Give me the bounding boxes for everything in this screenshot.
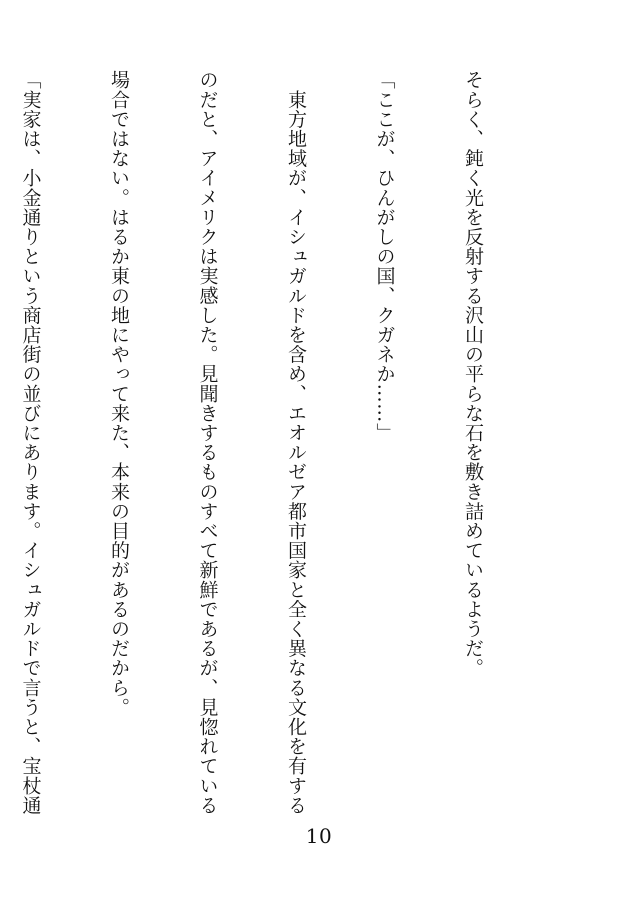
page-number: 10 <box>305 824 333 848</box>
text-line: 東方地域が、イシュガルドを含め、エオルゼア都市国家と全く異なる文化を有する <box>285 70 307 815</box>
text-line: 「実家は、小金通りという商店街の並びにあります。イシュガルドで言うと、宝杖通 <box>19 70 42 815</box>
text-line: 場合ではない。はるか東の地にやって来た、本来の目的があるのだから。 <box>108 70 130 717</box>
text-line: そらく、鈍く光を反射する沢山の平らな石を敷き詰めているようだ。 <box>462 70 484 678</box>
text-line: 「ここが、ひんがしの国、クガネか……」 <box>373 70 396 443</box>
body-text <box>0 70 546 815</box>
text-line: のだと、アイメリクは実感した。見聞きするものすべて新鮮であるが、見惚れている <box>196 70 219 815</box>
